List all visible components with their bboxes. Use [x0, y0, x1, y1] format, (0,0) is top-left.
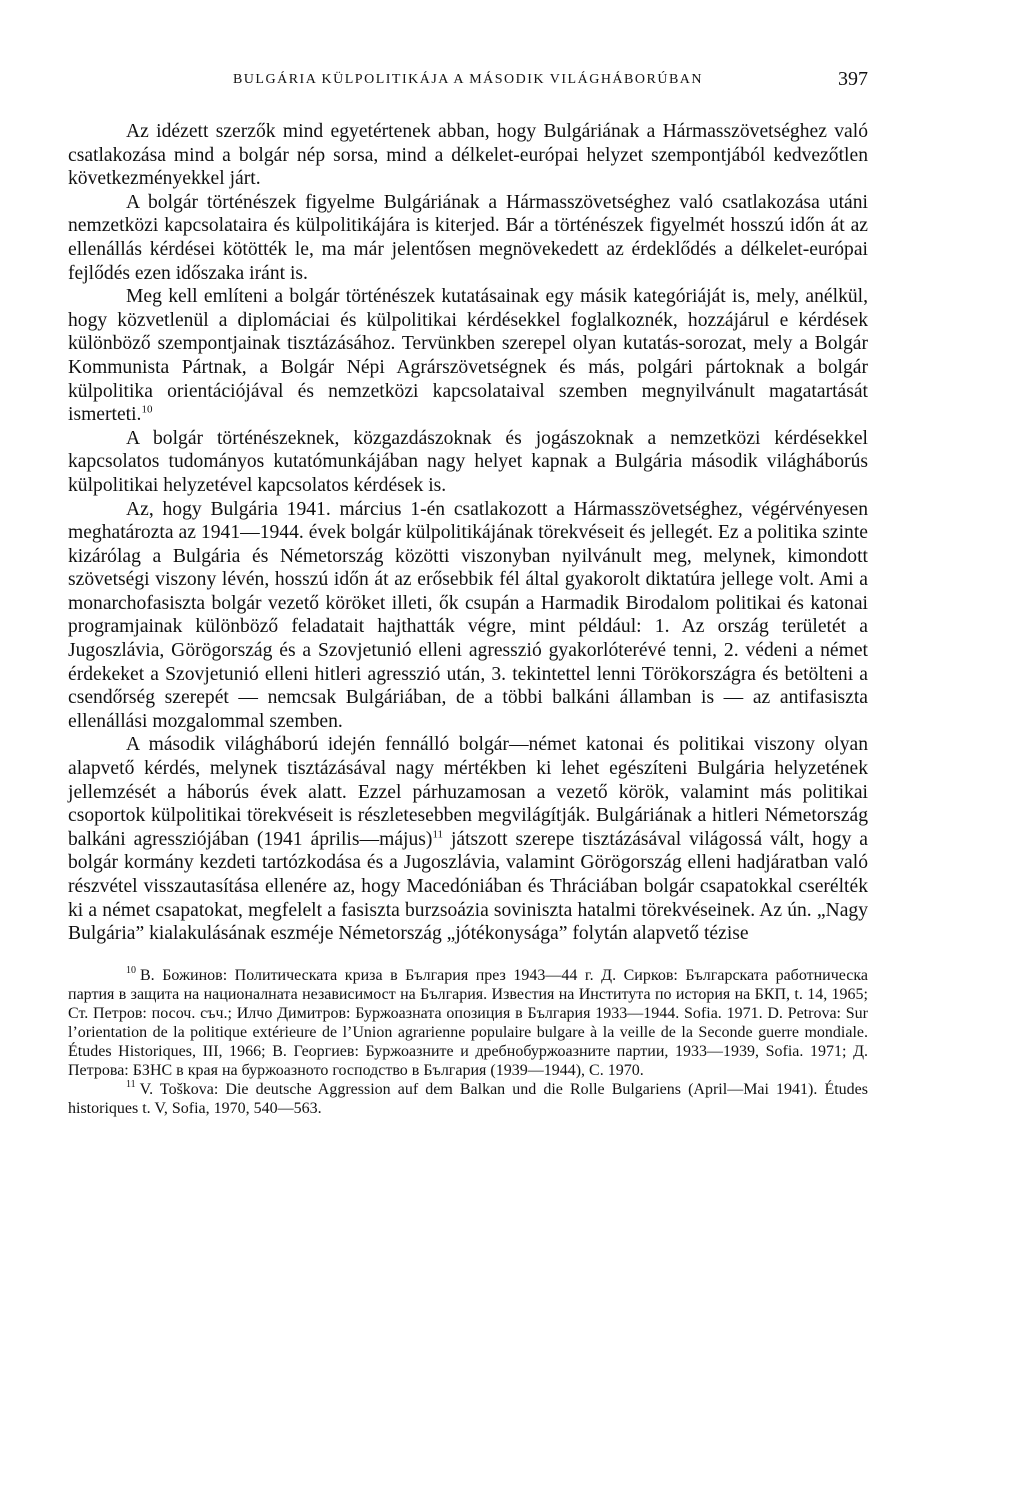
page — [68, 66, 868, 1118]
footnotes — [68, 966, 868, 1118]
paragraph-3 — [68, 285, 868, 427]
paragraph-6-text-after: játszott szerepe tisztázásával világossá vált, hogy a bolgár kormány kezdeti tartózkodása és a Jugoszlávia, valamint Görögország elleni hadjáratban való részvétel visszautasítása ellenére az, hogy Macedóniában és Thráciában bolgár csapatokkal cserélték ki a német csapatokat, megfelelt a fasiszta burzsoázia soviniszta hatalmi törekvéseinek. Az ún. „Nagy Bulgária” kialakulásának eszméje Németország „jótékonysága” folytán alapvető tézise — [68, 828, 869, 945]
footnote-10-text: В. Божинов: Политическата криза в България през 1943—44 г. Д. Сирков: Българската работническа партия в защита на националната независимост на България. Известия на Института по история на БКП, t. 14, 1965; Ст. Петров: посоч. съч.; Илчо Димитров: Буржоазната опозиция в България 1933—1944. Sofia. 1971. D. Petrova: Sur l’orientation de la politique extérieure de l’Union agrarienne populaire bulgare à la veille de la Seconde guerre mondiale. Études Historiques, III, 1966; В. Георгиев: Буржоазните и дребнобуржоазните партии, 1933—1939, Sofia. 1971; Д. Петрова: БЗНС в края на буржоазното господство в България (1939—1944), C. 1970. — [68, 966, 868, 1079]
paragraph-1 — [68, 120, 868, 191]
body-text — [68, 120, 868, 946]
running-head-title: BULGÁRIA KÜLPOLITIKÁJA A MÁSODIK VILÁGHÁBORÚBAN — [232, 72, 704, 87]
paragraph-5-text: Az, hogy Bulgária 1941. március 1-én csatlakozott a Hármasszövetséghez, végérvényesen meghatározta az 1941—1944. évek bolgár külpolitikájának törekvéseit és jellegét. Ez a politika szinte kizárólag a Bulgária és Németország közötti viszonyban nyilvánult meg, melynek, kimondott szövetségi viszony lévén, hosszú időn át az erősebbik fél által gyakorolt diktatúra jellege volt. Ami a monarchofasiszta bolgár vezető köröket illeti, ők csupán a Harmadik Birodalom politikai és katonai programjainak különböző feladatait hajthatták végre, mint például: 1. Az ország területét a Jugoszlávia, Görögország és a Szovjetunió elleni agresszió gyakorlóterévé tenni, 2. védeni a német érdekeket a Szovjetunió elleni hitleri agresszió után, 3. tekintettel lenni Törökországra és betölteni a csendőrség szerepét — nemcsak Bulgáriában, de a többi balkáni államban is — az antifasiszta ellenállási mozgalommal szemben. — [68, 498, 868, 732]
paragraph-1-text: Az idézett szerzők mind egyetértenek abban, hogy Bulgáriának a Hármasszövetséghez való csatlakozása mind a bolgár nép sorsa, mind a délkelet-európai helyzet szempontjából kedvezőtlen következményekkel járt. — [68, 121, 868, 190]
paragraph-2 — [68, 191, 868, 285]
paragraph-3-text: Meg kell említeni a bolgár történészek kutatásainak egy másik kategóriáját is, mely, anélkül, hogy közvetlenül a diplomáciai és külpolitikai kérdésekkel foglalkoznék, hozzájárul e kérdések különböző szempontjainak tisztázásához. Tervünkben szerepel olyan kutatás-sorozat, mely a Bolgár Kommunista Pártnak, a Bolgár Népi Agrárszövetségnek és más, polgári pártoknak a bolgár külpolitika orientációjával és nemzetközi kapcsolataival szemben megnyilvánult magatartását ismerteti. — [68, 286, 868, 426]
page-number: 397 — [838, 68, 868, 90]
footnote-10 — [68, 966, 868, 1080]
paragraph-2-text: A bolgár történészek figyelme Bulgáriának a Hármasszövetséghez való csatlakozása utáni nemzetközi kapcsolataira és külpolitikájára is kiterjed. Bár a történészek figyelmét hosszú időn át az ellenállás kérdései kötötték le, ma már jelentősen megnövekedett az érdeklődés a délkelet-európai fejlődés ezen időszaka iránt is. — [68, 191, 868, 284]
running-head — [68, 66, 868, 96]
paragraph-4-text: A bolgár történészeknek, közgazdászoknak és jogászoknak a nemzetközi kérdésekkel kapcsolatos tudományos kutatómunkájában nagy helyet kapnak a Bulgária második világháborús külpolitikai helyzetével kapcsolatos kérdések is. — [68, 427, 868, 496]
paragraph-4 — [68, 427, 868, 498]
paragraph-6-text: A második világháború idején fennálló bolgár—német katonai és politikai viszony olyan alapvető kérdés, melynek tisztázásával nagy mértékben ki lehet egészíteni Bulgária helyzetének jellemzését a háborús évek alatt. Ezzel párhuzamosan a vezető körök, valamint más politikai csoportok külpolitikai törekvéseit is részletesebben megvilágítják. Bulgáriának a hitleri Németország balkáni agressziójában (1941 április—május) — [68, 734, 868, 850]
footnote-11-number: 11 — [126, 1079, 136, 1091]
paragraph-6 — [68, 733, 868, 945]
footnote-11 — [68, 1080, 868, 1118]
footnote-ref-10: 10 — [141, 403, 153, 416]
footnote-11-text: V. Toškova: Die deutsche Aggression auf dem Balkan und die Rolle Bulgariens (April—Mai 1941). Études historiques t. V, Sofia, 1970, 540—563. — [68, 1080, 868, 1117]
paragraph-5 — [68, 498, 868, 734]
footnote-10-number: 10 — [126, 965, 136, 977]
footnote-ref-11: 11 — [432, 828, 444, 841]
